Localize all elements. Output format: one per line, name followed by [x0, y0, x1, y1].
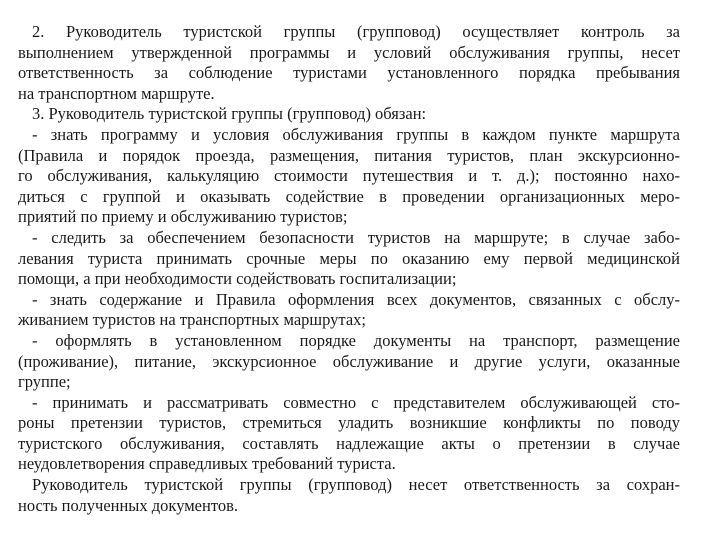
text-line: на транспортном маршруте. [18, 83, 215, 103]
text-line: 3. Руководитель туристской группы (групповод) обязан: [32, 104, 427, 124]
document-text [18, 22, 680, 516]
text-line: - оформлять в установленном порядке документы на транспорт, размещение [32, 330, 680, 350]
text-line: - принимать и рассматривать совместно с представителем обслуживающей сто- [32, 392, 680, 412]
text-line: Руководитель туристской группы (групповод) несет ответственность за сохран- [32, 475, 680, 495]
text-line: неудовлетворения справедливых требований туриста. [18, 454, 396, 474]
text-line: го обслуживания, калькуляцию стоимости путешествия и т. д.); постоянно нахо- [18, 166, 680, 186]
text-line: диться с группой и оказывать содействие в проведении организационных меро- [18, 186, 680, 206]
text-line: ответственность за соблюдение туристами установленного порядка пребывания [18, 63, 680, 83]
text-line: ность полученных документов. [18, 495, 238, 515]
text-line: роны претензии туристов, стремиться уладить возникшие конфликты по поводу [18, 413, 680, 433]
text-line: (Правила и порядок проезда, размещения, питания туристов, план экскурсионно- [18, 145, 680, 165]
text-line: помощи, а при необходимости содействовать госпитализации; [18, 269, 457, 289]
text-line: живанием туристов на транспортных маршрутах; [18, 310, 366, 330]
text-line: - знать содержание и Правила оформления всех документов, связанных с обслу- [32, 289, 680, 309]
text-line: выполнением утвержденной программы и условий обслуживания группы, несет [18, 42, 680, 62]
text-line: группе; [18, 372, 71, 392]
text-line: (проживание), питание, экскурсионное обслуживание и другие услуги, оказанные [18, 351, 680, 371]
text-line: 2. Руководитель туристской группы (групповод) осуществляет контроль за [32, 22, 680, 41]
text-line: приятий по приему и обслуживанию туристов; [18, 207, 348, 227]
text-line: - следить за обеспечением безопасности туристов на маршруте; в случае забо- [32, 227, 680, 247]
text-line: туристского обслуживания, составлять надлежащие акты о претензии в случае [18, 433, 680, 453]
cut-off-line-fragment [18, 516, 680, 524]
text-line: - знать программу и условия обслуживания группы в каждом пункте маршрута [32, 124, 680, 144]
text-line: левания туриста принимать срочные меры по оказанию ему первой медицинской [18, 248, 680, 268]
